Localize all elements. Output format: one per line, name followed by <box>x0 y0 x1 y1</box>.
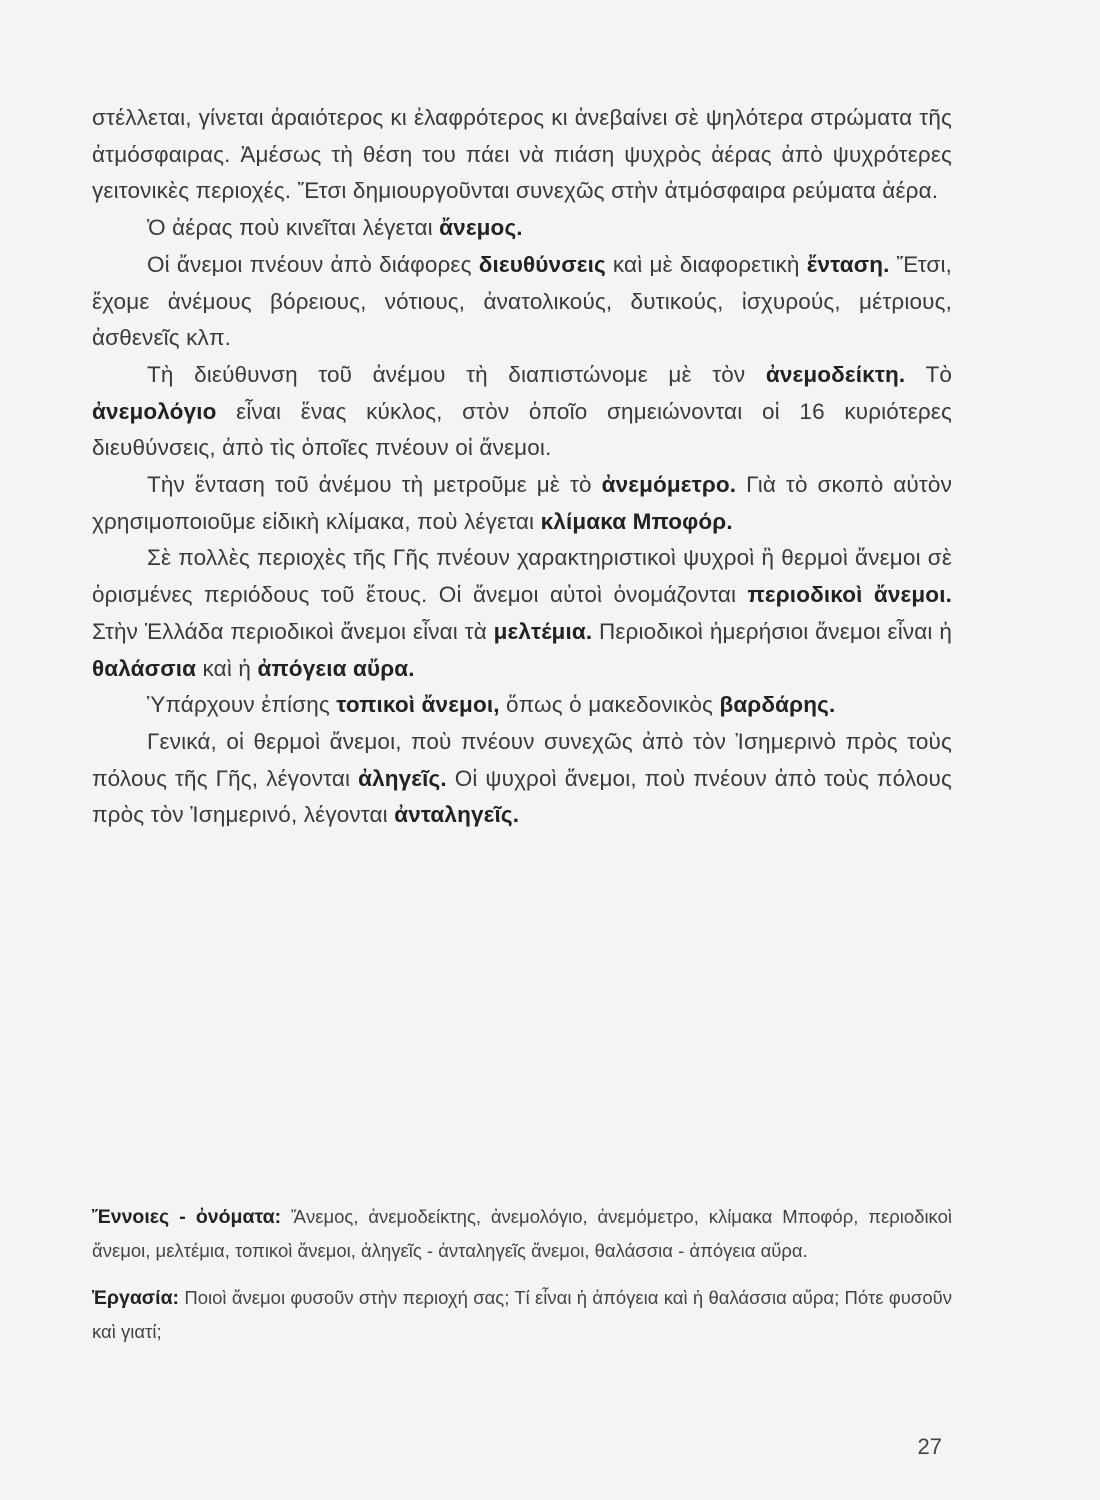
text-run: καὶ ἡ <box>196 655 258 681</box>
text-run: Στὴν Ἑλλάδα περιοδικοὶ ἄνεμοι εἶναι τὰ <box>92 618 494 644</box>
bold-term: διευθύνσεις <box>478 251 606 277</box>
bold-term: ἀνεμόμετρο. <box>601 472 737 498</box>
text-run: Γενικά, οἱ θερμοὶ ἄνεμοι, ποὺ πνέουν συνεχῶς ἀπὸ τὸν Ἰσημερινὸ πρὸς τοὺς πόλους τῆς Γῆς, λέγονται <box>92 728 952 791</box>
text-run: Ἔτσι, ἔχομε ἀνέμους βόρειους, νότιους, ἀνατολικούς, δυτικούς, ἰσχυρούς, μέτριους, ἀσθενεῖς κλπ. <box>92 251 952 351</box>
paragraph <box>92 540 952 687</box>
bold-term: ἀληγεῖς. <box>358 765 447 791</box>
note-text: Ποιοὶ ἄνεμοι φυσοῦν στὴν περιοχή σας; Τί εἶναι ἡ ἀπόγεια καὶ ἡ θαλάσσια αὔρα; Πότε φυσοῦν καὶ γιατί; <box>92 1287 952 1342</box>
bold-term: ἀνεμολόγιο <box>92 398 217 424</box>
text-run: Ὑπάρχουν ἐπίσης <box>147 692 337 718</box>
bold-term: κλίμακα Μποφόρ. <box>540 508 733 534</box>
concepts-note <box>92 1200 952 1267</box>
paragraph <box>92 467 952 540</box>
text-run: Οἱ ψυχροὶ ἄνεμοι, ποὺ πνέουν ἀπὸ τοὺς πόλους πρὸς τὸν Ἰσημερινό, λέγονται <box>92 765 952 828</box>
bold-term: ἀνταληγεῖς. <box>394 802 520 828</box>
text-run: στέλλεται, γίνεται ἀραιότερος κι ἐλαφρότερος κι ἀνεβαίνει σὲ ψηλότερα στρώματα τῆς ἀτμόσφαιρας. Ἀμέσως τὴ θέση του πάει νὰ πιάση ψυχρὸς ἀέρας ἀπὸ ψυχρότερες γειτονικὲς περιοχές. Ἔτσι δημιουργοῦνται συνεχῶς στὴν ἀτμόσφαιρα ρεύματα ἀέρα. <box>92 105 952 204</box>
bold-term: μελτέμια. <box>493 618 593 644</box>
note-text: Ἄνεμος, ἀνεμοδείκτης, ἀνεμολόγιο, ἀνεμόμετρο, κλίμακα Μποφόρ, περιοδικοὶ ἄνεμοι, μελτέμια, τοπικοὶ ἄνεμοι, ἀληγεῖς - ἀνταληγεῖς ἄνεμοι, θαλάσσια - ἀπόγεια αὔρα. <box>92 1206 952 1261</box>
paragraph <box>92 687 952 724</box>
text-run: Σὲ πολλὲς περιοχὲς τῆς Γῆς πνέουν χαρακτηριστικοὶ ψυχροὶ ἢ θερμοὶ ἄνεμοι σὲ ὁρισμένες περιόδους τοῦ ἔτους. Οἱ ἄνεμοι αὐτοὶ ὀνομάζονται <box>92 545 952 608</box>
paragraph <box>92 247 952 357</box>
exercise-note <box>92 1281 952 1348</box>
text-run: Οἱ ἄνεμοι πνέουν ἀπὸ διάφορες <box>147 251 479 277</box>
text-run: Τὸ <box>905 361 953 387</box>
concepts-and-exercise <box>92 1200 952 1348</box>
note-label: Ἔννοιες - ὀνόματα: <box>92 1206 282 1228</box>
bold-term: περιοδικοὶ ἄνεμοι. <box>747 582 952 608</box>
text-run: Τὴν ἔνταση τοῦ ἀνέμου τὴ μετροῦμε μὲ τὸ <box>147 472 602 498</box>
bold-term: ἀνεμοδείκτη. <box>765 361 906 387</box>
paragraph <box>92 724 952 834</box>
text-run: Περιοδικοὶ ἡμερήσιοι ἄνεμοι εἶναι ἡ <box>592 618 952 644</box>
bold-term: βαρδάρης. <box>719 692 836 718</box>
main-text <box>92 100 952 834</box>
text-run: καὶ μὲ διαφορετικὴ <box>605 251 807 277</box>
text-run: εἶναι ἕνας κύκλος, στὸν ὁποῖο σημειώνονται οἱ 16 κυριότερες διευθύνσεις, ἀπὸ τὶς ὁποῖες πνέουν οἱ ἄνεμοι. <box>92 398 952 461</box>
paragraph <box>92 357 952 467</box>
paragraph <box>92 100 952 210</box>
text-run: ὅπως ὁ μακεδονικὸς <box>499 692 720 718</box>
bold-term: ἀπόγεια αὔρα. <box>257 655 415 681</box>
bold-term: ἔνταση. <box>806 251 890 277</box>
bold-term: ἄνεμος. <box>439 215 523 241</box>
paragraph <box>92 210 952 247</box>
bold-term: τοπικοὶ ἄνεμοι, <box>336 692 500 718</box>
note-label: Ἐργασία: <box>92 1287 180 1309</box>
text-run: Τὴ διεύθυνση τοῦ ἀνέμου τὴ διαπιστώνομε μὲ τὸν <box>147 361 766 387</box>
page-number: 27 <box>917 1434 942 1459</box>
bold-term: θαλάσσια <box>92 655 197 681</box>
text-run: Ὁ ἀέρας ποὺ κινεῖται λέγεται <box>147 215 440 241</box>
text-run: Γιὰ τὸ σκοπὸ αὐτὸν χρησιμοποιοῦμε εἰδικὴ κλίμακα, ποὺ λέγεται <box>92 472 952 534</box>
